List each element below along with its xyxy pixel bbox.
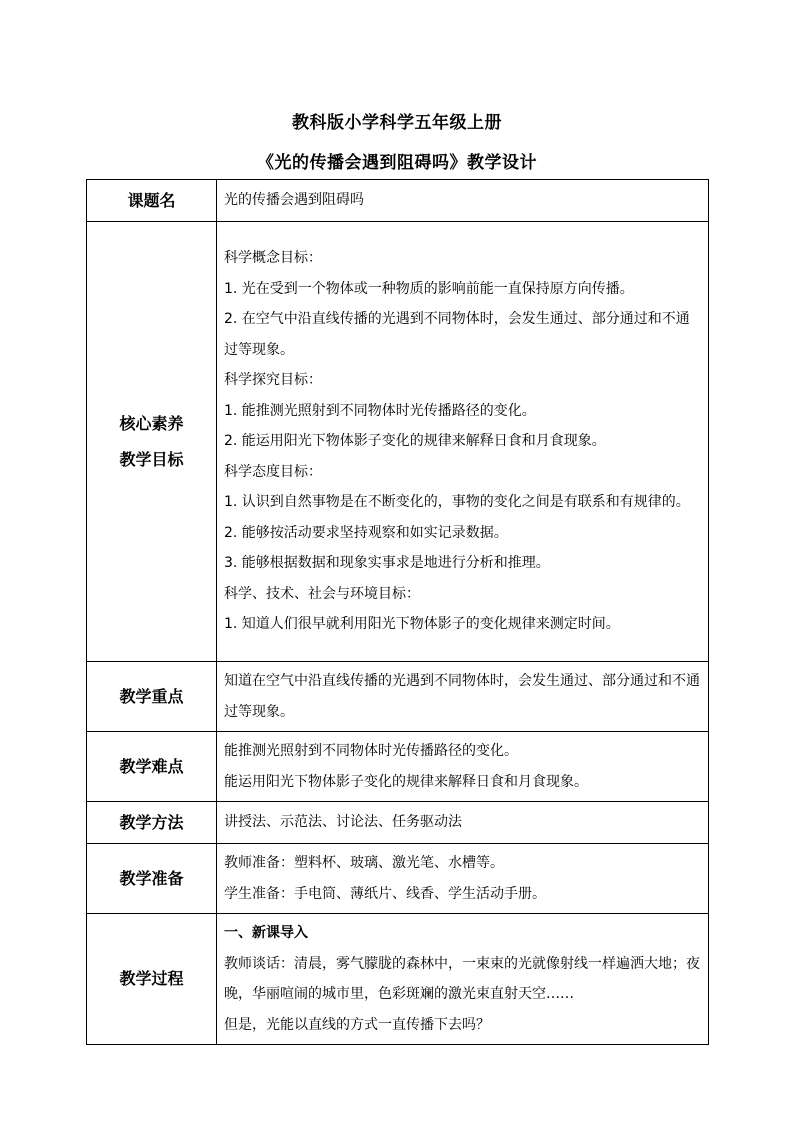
label-methods: [87, 802, 217, 844]
objective-line: 1. 认识到自然事物是在不断变化的，事物的变化之间是有联系和有规律的。: [224, 494, 690, 511]
objective-line: 科学概念目标：: [224, 250, 322, 267]
label-topic: [87, 180, 217, 222]
label-preparation: [87, 844, 217, 914]
difficulty-line: 能运用阳光下物体影子变化的规律来解释日食和月食现象。: [224, 773, 588, 790]
objective-line: 科学态度目标：: [224, 463, 322, 480]
row-topic: [87, 180, 709, 222]
value-topic: [217, 180, 709, 222]
label-process: [87, 914, 217, 1045]
methods-value-text: 讲授法、示范法、讨论法、任务驱动法: [224, 814, 462, 830]
row-process: [87, 914, 709, 1045]
objective-line: 1. 光在受到一个物体或一种物质的影响前能一直保持原方向传播。: [224, 280, 634, 297]
document-title: 教科版小学科学五年级上册: [292, 113, 502, 133]
objective-line: 1. 能推测光照射到不同物体时光传播路径的变化。: [224, 402, 536, 419]
row-objectives: [87, 222, 709, 662]
objective-line: 1. 知道人们很早就利用阳光下物体影子的变化规律来测定时间。: [224, 616, 620, 633]
row-key-points: [87, 662, 709, 732]
preparation-line: 学生准备：手电筒、薄纸片、线香、学生活动手册。: [224, 885, 546, 902]
process-section-heading: 一、新课导入: [224, 925, 308, 941]
label-preparation-text: 教学准备: [119, 868, 184, 888]
value-preparation: [217, 844, 709, 914]
objective-line: 2. 能够按活动要求坚持观察和如实记录数据。: [224, 524, 508, 541]
label-methods-text: 教学方法: [119, 812, 184, 832]
preparation-line: 教师准备：塑料杯、玻璃、激光笔、水槽等。: [224, 855, 504, 871]
row-preparation: [87, 844, 709, 914]
value-process: [217, 914, 709, 1045]
label-process-text: 教学过程: [119, 969, 184, 988]
row-difficulties: [87, 732, 709, 802]
label-objectives: [87, 222, 217, 662]
objective-line: 2. 在空气中沿直线传播的光遇到不同物体时，会发生通过、部分通过和不通过等现象。: [224, 311, 690, 358]
label-key-points-text: 教学重点: [119, 686, 184, 706]
document-subtitle: 《光的传播会遇到阻碍吗》教学设计: [257, 153, 537, 173]
objective-line: 科学探究目标：: [224, 372, 322, 389]
label-objectives-line2: 教学目标: [119, 449, 184, 469]
value-methods: [217, 802, 709, 844]
label-key-points: [87, 662, 217, 732]
label-difficulties-text: 教学难点: [119, 756, 184, 776]
label-topic-text: 课题名: [127, 190, 176, 210]
value-objectives: [217, 222, 709, 662]
value-key-points: [217, 662, 709, 732]
label-difficulties: [87, 732, 217, 802]
objective-line: 科学、技术、社会与环境目标：: [224, 585, 420, 602]
lesson-plan-table: [86, 179, 709, 1045]
objective-line: 3. 能够根据数据和现象实事求是地进行分析和推理。: [224, 555, 550, 572]
objective-line: 2. 能运用阳光下物体影子变化的规律来解释日食和月食现象。: [224, 433, 606, 450]
value-difficulties: [217, 732, 709, 802]
topic-value-text: 光的传播会遇到阻碍吗: [224, 192, 364, 208]
label-objectives-line1: 核心素养: [119, 413, 184, 433]
process-line: 但是，光能以直线的方式一直传播下去吗？: [224, 1016, 490, 1033]
difficulty-line: 能推测光照射到不同物体时光传播路径的变化。: [224, 743, 518, 759]
key-point-line: 知道在空气中沿直线传播的光遇到不同物体时，会发生通过、部分通过和不通过等现象。: [224, 673, 700, 720]
row-methods: [87, 802, 709, 844]
process-line: 教师谈话：清晨，雾气朦胧的森林中，一束束的光就像射线一样遍洒大地；夜晚，华丽喧闹的城市里，色彩斑斓的激光束直射天空……: [224, 955, 700, 1002]
